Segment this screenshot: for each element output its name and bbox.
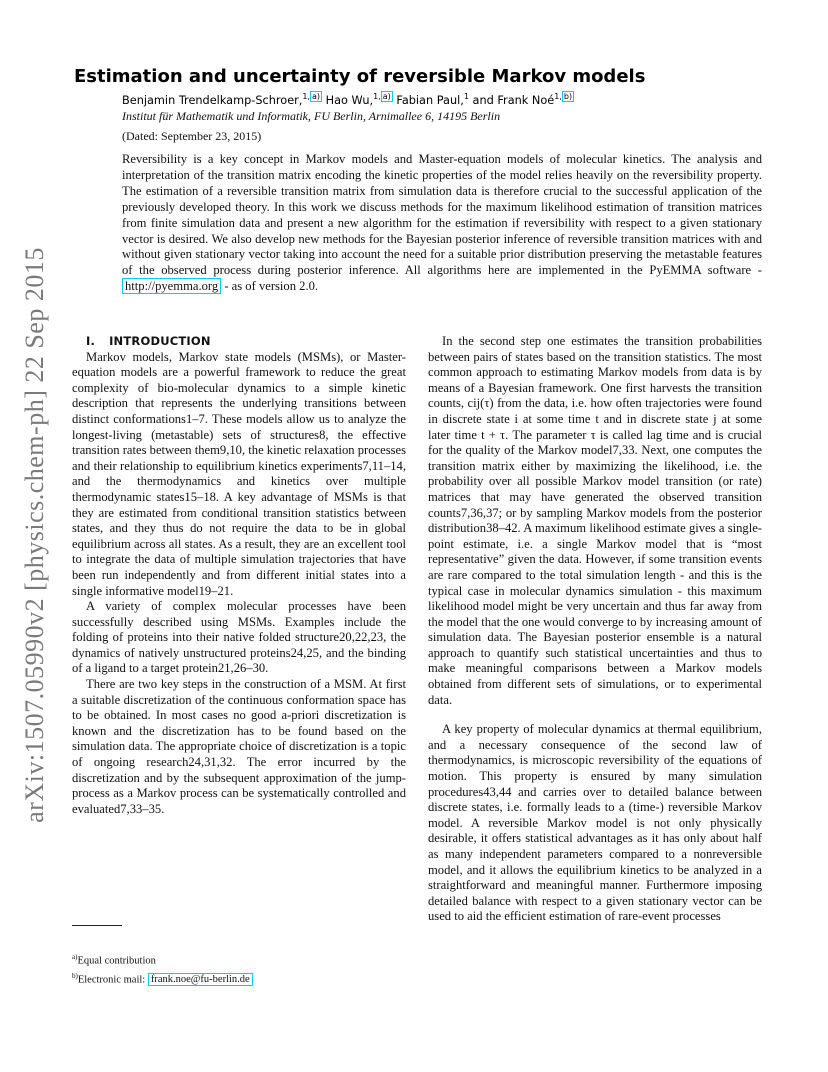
author-name: Fabian Paul, [396, 93, 464, 107]
footnote-label: a) [72, 953, 78, 961]
author-affiliation-sup: 1, [373, 92, 381, 101]
body-paragraph: Markov models, Markov state models (MSMs), or Master-equation models are a powerful framework to reduce the great complexity of bio-molecular dynamics to a simple kinetic description that represents the underlying transitions between distinct conformations1–7. These models allow us to analyze the longest-living (metastable) sets of structures8, the effective transition rates between them9,10, the kinetic relaxation processes and their relationship to equilibrium kinetics experiments7,11–14, and the thermodynamics and kinetics over multiple thermodynamic states15–18. A key advantage of MSMs is that they are estimated from conditional transition statistics between states, and they thus do not require the data to be in global equilibrium across all states. As a result, they are an excellent tool to integrate the data of multiple simulation trajectories that have been run independently and from different initial states into a single informative model19–21. [72, 349, 406, 598]
right-column [428, 334, 762, 925]
author-name: Hao Wu, [325, 93, 374, 107]
body-paragraph: A key property of molecular dynamics at thermal equilibrium, and a necessary consequence of the second law of thermodynamics, is microscopic reversibility of the equations of motion. This property is ensured by many simulation procedures43,44 and carries over to detailed balance between discrete states, i.e. formally leads to a (time-) reversible Markov model. A reversible Markov model is not only physically desirable, it offers statistical advantages as it has only about half as many independent parameters compared to a nonreversible model, and it allows the equilibrium kinetics to be analyzed in a straightforward and meaningful manner. Furthermore imposing detailed balance with respect to a given stationary vector can be used to aid the efficient estimation of rare-event processes [428, 722, 762, 924]
author-name: Benjamin Trendelkamp-Schroer, [122, 93, 303, 107]
footnote-ref-link[interactable]: a) [382, 92, 391, 101]
paper-title: Estimation and uncertainty of reversible Markov models [74, 66, 646, 87]
body-paragraph: There are two key steps in the construction of a MSM. At first a suitable discretization of the continuous conformation space has to be obtained. In most cases no good a-priori discretization is known and the discretization has to be found based on the simulation data. The appropriate choice of discretization is a topic of ongoing research24,31,32. The error incurred by the discretization and by the subsequent approximation of the jump-process as a Markov process can be systematically controlled and evaluated7,33–35. [72, 677, 406, 816]
footnote-b [72, 969, 402, 988]
footnote-text: Equal contribution [77, 955, 156, 967]
section-heading [72, 334, 406, 350]
email-link[interactable]: frank.noe@fu-berlin.de [148, 973, 253, 986]
author-affiliation-sup: 1 [463, 92, 469, 101]
section-title: INTRODUCTION [109, 334, 211, 348]
arxiv-identifier [10, 240, 60, 830]
section-number: I. [86, 334, 96, 348]
abstract [122, 152, 762, 295]
left-column [72, 334, 406, 817]
affiliation: Institut für Mathematik und Informatik, FU Berlin, Arnimallee 6, 14195 Berlin [122, 109, 501, 123]
abstract-text: Reversibility is a key concept in Markov models and Master-equation models of molecular kinetics. The analysis and interpretation of the transition matrix encoding the kinetic properties of the model relies heavily on the reversibility property. The estimation of a reversible transition matrix from simulation data is therefore crucial to the successful application of the previously developed theory. In this work we discuss methods for the maximum likelihood estimation of transition matrices from finite simulation data and present a new algorithm for the estimation if reversibility with respect to a given stationary vector is desired. We also develop new methods for the Bayesian posterior inference of reversible transition matrices with and without given stationary vector taking into account the need for a suitable prior distribution preserving the metastable features of the observed process during posterior inference. All algorithms here are implemented in the PyEMMA software - [122, 152, 762, 278]
author-affiliation-sup: 1, [302, 92, 311, 101]
arxiv-identifier-text: arXiv:1507.05990v2 [physics.chem-ph] 22 Sep 2015 [20, 247, 50, 823]
footnotes [72, 950, 402, 987]
body-paragraph: A variety of complex molecular processes have been successfully described using MSMs. Examples include the folding of proteins into their native folded structure20,22,23, the dynamics of natively unstructured proteins24,25, and the binding of a ligand to a target protein21,26–30. [72, 599, 406, 676]
author-name: and Frank Noé [472, 93, 555, 107]
footnote-divider [72, 925, 122, 926]
abstract-tail: - as of version 2.0. [221, 279, 319, 294]
pyemma-link[interactable]: http://pyemma.org [122, 278, 221, 294]
body-paragraph: In the second step one estimates the transition probabilities between pairs of states based on the transition statistics. The most common approach to estimating Markov models from data is by means of a Bayesian framework. One first harvests the transition counts, cij(τ) from the data, i.e. how often trajectories were found in discrete state i at some time t and in discrete state j at some later time t + τ. The parameter τ is called lag time and is crucial for the quality of the Markov model7,33. Next, one computes the transition matrix either by maximizing the likelihood, i.e. the probability over all possible Markov model transition (or rate) matrices that may have generated the observed transition counts7,36,37; or by sampling Markov models from the posterior distribution38–42. A maximum likelihood estimate gives a single-point estimate, i.e. a single Markov model that is “most representative” given the data. However, if some transition events are rare compared to the total simulation length - and this is the typical case in molecular dynamics simulation - this maximum likelihood model might be very uncertain and thus far away from the model that the one would converge to by increasing amount of simulation data. The Bayesian posterior ensemble is a natural approach to quantify such statistical uncertainties and thus to make meaningful comparisons between a Markov models obtained from different sets of simulations, or to experimental data. [428, 334, 762, 707]
author-list [122, 92, 782, 107]
footnote-ref-link[interactable]: a) [312, 92, 321, 101]
footnote-text: Electronic mail: [77, 974, 148, 985]
author-affiliation-sup: 1, [554, 92, 562, 101]
footnote-ref-link[interactable]: b) [563, 92, 573, 101]
dated-line: (Dated: September 23, 2015) [122, 129, 262, 143]
footnote-a [72, 950, 402, 969]
footnote-label: b) [72, 971, 78, 980]
